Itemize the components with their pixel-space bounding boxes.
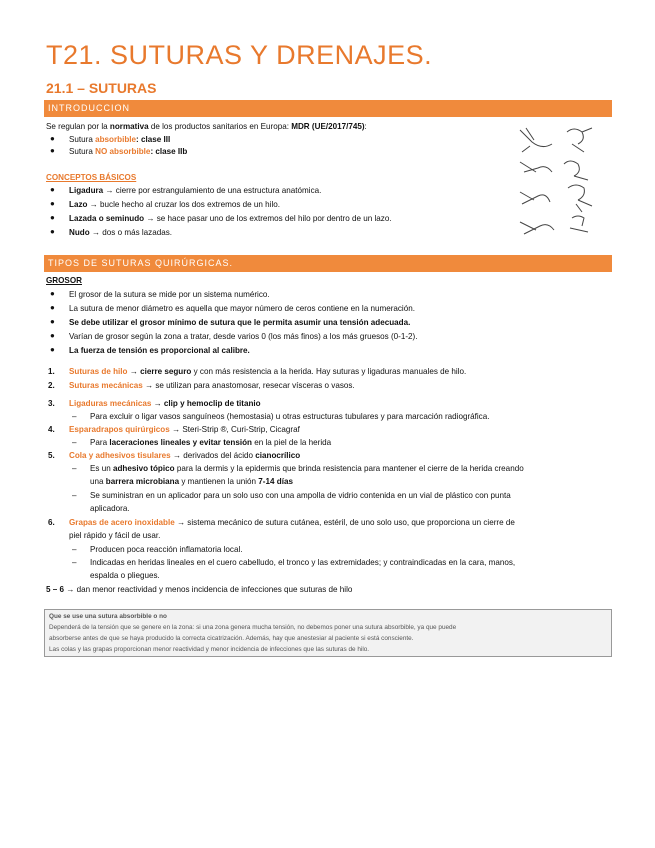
dash: – xyxy=(72,412,77,421)
dash: – xyxy=(72,491,77,500)
type-item-hilo: Suturas de hilo → cierre seguro y con más resistencia a la herida. Hay suturas y ligaduras manuales de hilo. xyxy=(69,367,467,376)
intro-header-bar: INTRODUCCION xyxy=(44,100,612,117)
summary-line: 5 – 6 → dan menor reactividad y menos incidencia de infecciones que suturas de hilo xyxy=(46,585,353,594)
type-item-cont: piel rápido y fácil de usar. xyxy=(69,531,161,540)
type-subitem-cont: aplicadora. xyxy=(90,504,130,513)
bullet: ● xyxy=(50,146,55,155)
grosor-item: La sutura de menor diámetro es aquella que mayor número de ceros contiene en la numeración. xyxy=(69,304,415,313)
list-item-no-absorbible: Sutura NO absorbible: clase IIb xyxy=(69,147,188,156)
note-line: absorberse antes de que se haya producido la correcta cicatrización. Además, hay que anestesiar al paciente si está consciente. xyxy=(49,635,414,642)
note-box xyxy=(44,609,612,657)
bullet: ● xyxy=(50,331,55,340)
bullet: ● xyxy=(50,345,55,354)
type-subitem: Es un adhesivo tópico para la dermis y la epidermis que brinda resistencia para mantener el cierre de la herida creando xyxy=(90,464,524,473)
list-number: 6. xyxy=(48,518,55,527)
bullet: ● xyxy=(50,199,55,208)
knot-illustration xyxy=(512,122,612,247)
list-number: 3. xyxy=(48,399,55,408)
type-subitem-cont: espalda o pliegues. xyxy=(90,571,160,580)
type-subitem: Para laceraciones lineales y evitar tensión en la piel de la herida xyxy=(90,438,332,447)
concept-item: Lazo → bucle hecho al cruzar los dos extremos de un hilo. xyxy=(69,200,280,209)
bullet: ● xyxy=(50,213,55,222)
concept-item: Lazada o seminudo → se hace pasar uno de los extremos del hilo por dentro de un lazo. xyxy=(69,214,392,223)
bullet: ● xyxy=(50,227,55,236)
grosor-title: GROSOR xyxy=(46,276,82,285)
list-number: 1. xyxy=(48,367,55,376)
grosor-item: Varían de grosor según la zona a tratar, desde varios 0 (los más finos) a los más gruesos (0-1-2). xyxy=(69,332,418,341)
grosor-item: El grosor de la sutura se mide por un sistema numérico. xyxy=(69,290,270,299)
page-title: T21. SUTURAS Y DRENAJES. xyxy=(46,40,433,70)
list-number: 2. xyxy=(48,381,55,390)
dash: – xyxy=(72,438,77,447)
grosor-item: La fuerza de tensión es proporcional al calibre. xyxy=(69,346,250,355)
type-item-mecanicas: Suturas mecánicas → se utilizan para anastomosar, resecar vísceras o vasos. xyxy=(69,381,355,390)
tipos-header-bar: TIPOS DE SUTURAS QUIRÚRGICAS. xyxy=(44,255,612,272)
note-title: Que se use una sutura absorbible o no xyxy=(49,613,167,620)
list-item-absorbible: Sutura absorbible: clase III xyxy=(69,135,171,144)
type-subitem: Para excluir o ligar vasos sanguíneos (hemostasia) u otras estructuras tubulares y para marcación radiográfica. xyxy=(90,412,490,421)
note-line: Las colas y las grapas proporcionan menor reactividad y menor incidencia de infecciones que las suturas de hilo. xyxy=(49,646,370,653)
dash: – xyxy=(72,464,77,473)
type-item-esparadrapos: Esparadrapos quirúrgicos → Steri-Strip ®, Curi-Strip, Cicagraf xyxy=(69,425,300,434)
concept-item: Nudo → dos o más lazadas. xyxy=(69,228,173,237)
bullet: ● xyxy=(50,185,55,194)
bullet: ● xyxy=(50,303,55,312)
list-number: 4. xyxy=(48,425,55,434)
concept-item: Ligadura → cierre por estrangulamiento de una estructura anatómica. xyxy=(69,186,322,195)
type-subitem: Se suministran en un aplicador para un solo uso con una ampolla de vidrio contenida en un vial de plástico con punta xyxy=(90,491,511,500)
bullet: ● xyxy=(50,317,55,326)
grosor-item: Se debe utilizar el grosor mínimo de sutura que le permita asumir una tensión adecuada. xyxy=(69,318,411,327)
intro-line: Se regulan por la normativa de los productos sanitarios en Europa: MDR (UE/2017/745): xyxy=(46,122,367,131)
type-subitem: Indicadas en heridas lineales en el cuero cabelludo, el tronco y las extremidades; y contraindicadas en la cara, manos, xyxy=(90,558,516,567)
type-item-cola: Cola y adhesivos tisulares → derivados del ácido cianocrílico xyxy=(69,451,301,460)
conceptos-title: CONCEPTOS BÁSICOS xyxy=(46,173,137,182)
dash: – xyxy=(72,558,77,567)
bullet: ● xyxy=(50,289,55,298)
type-item-ligaduras: Ligaduras mecánicas → clip y hemoclip de titanio xyxy=(69,399,261,408)
type-subitem: Producen poca reacción inflamatoria local. xyxy=(90,545,243,554)
note-line: Dependerá de la tensión que se genere en la zona: si una zona genera mucha tensión, no debemos poner una sutura absorbible, ya que puede xyxy=(49,624,457,631)
list-number: 5. xyxy=(48,451,55,460)
type-subitem-cont: una barrera microbiana y mantienen la unión 7-14 días xyxy=(90,477,293,486)
type-item-grapas: Grapas de acero inoxidable → sistema mecánico de sutura cutánea, estéril, de uno solo uso, que proporciona un cierre de xyxy=(69,518,515,527)
bullet: ● xyxy=(50,134,55,143)
section-subtitle: 21.1 – SUTURAS xyxy=(46,80,157,96)
dash: – xyxy=(72,545,77,554)
